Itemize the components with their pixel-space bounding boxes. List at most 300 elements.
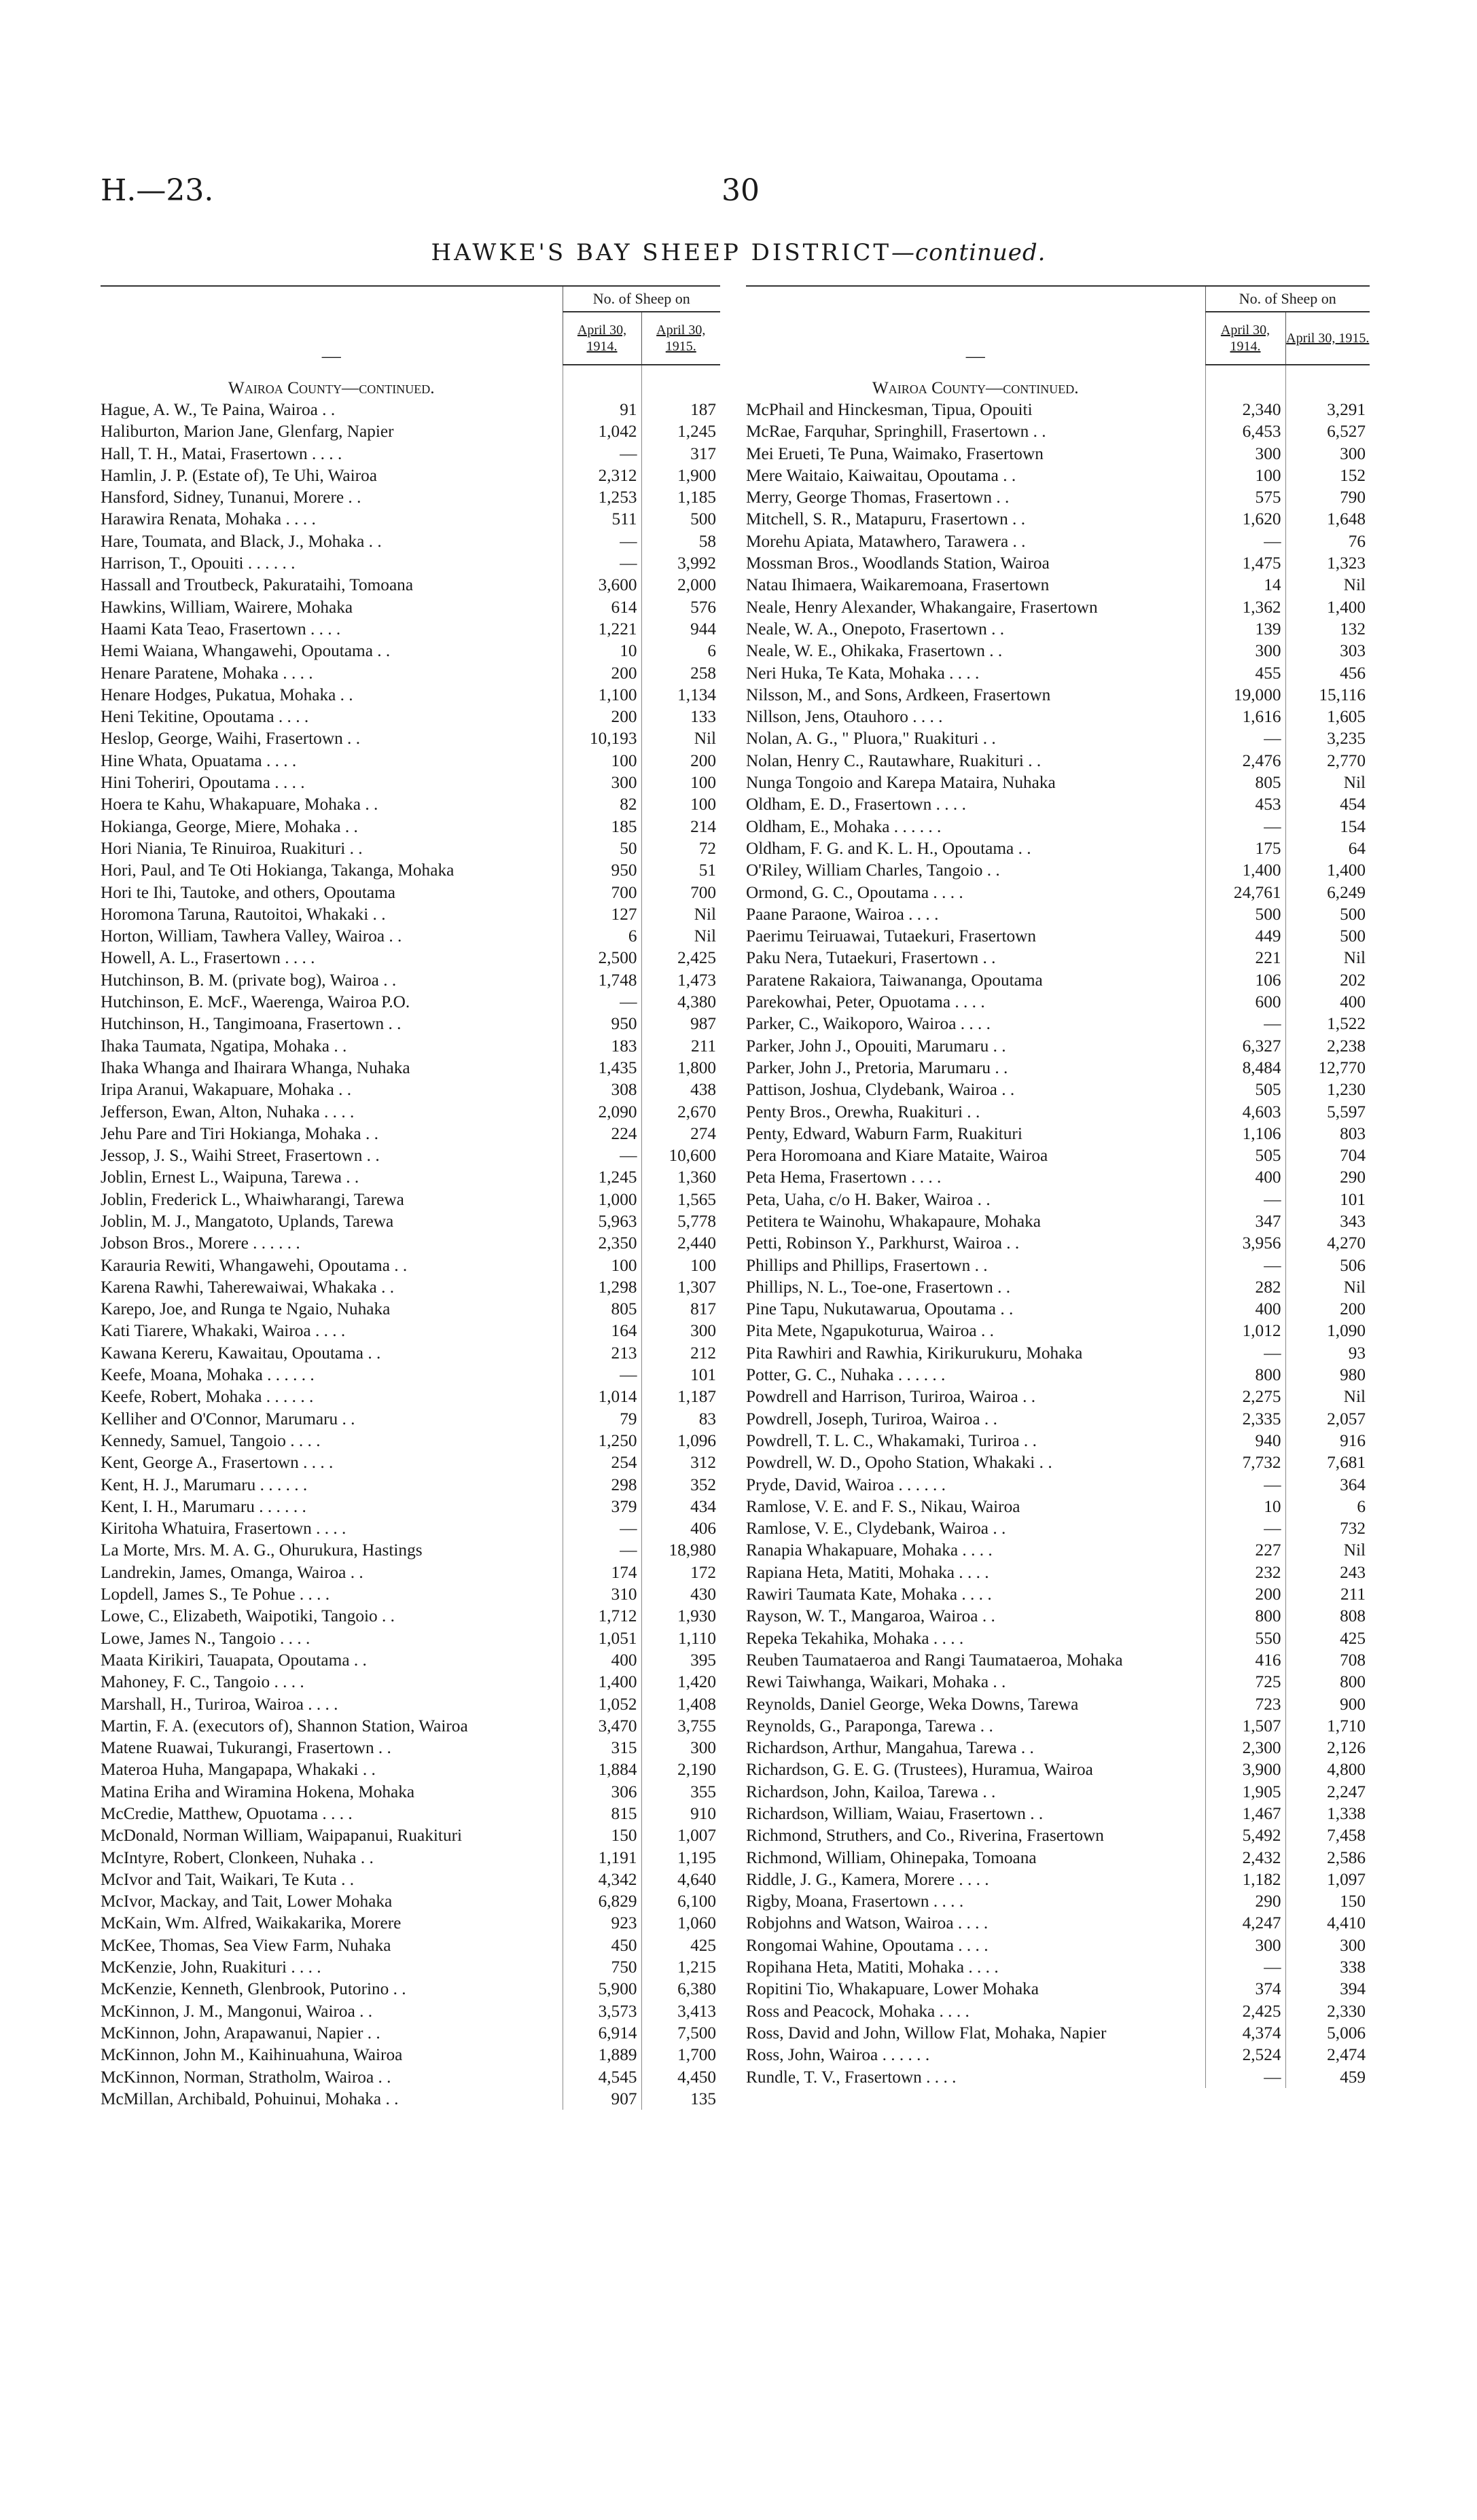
sheep-1915: 803	[1285, 1123, 1370, 1145]
table-row	[101, 1408, 720, 1430]
sheep-1914: 2,312	[563, 465, 641, 486]
sheep-1915: 300	[1285, 443, 1370, 465]
table-row	[746, 969, 1370, 991]
sheep-1915: 12,770	[1285, 1057, 1370, 1079]
sheep-1914: 2,500	[563, 947, 641, 969]
owner-name: Kelliher and O'Connor, Marumaru . .	[101, 1409, 355, 1428]
table-row	[101, 925, 720, 947]
owner-name: Paku Nera, Tutaekuri, Frasertown . .	[746, 948, 996, 968]
sheep-1914: 300	[1205, 443, 1285, 465]
owner-name: Powdrell, W. D., Opoho Station, Whakaki . .	[746, 1453, 1052, 1473]
owner-name: Hall, T. H., Matai, Frasertown . . . .	[101, 444, 342, 463]
owner-name: Jessop, J. S., Waihi Street, Frasertown . .	[101, 1146, 380, 1166]
sheep-1915: 1,360	[641, 1166, 720, 1188]
owner-name: Rundle, T. V., Frasertown . . . .	[746, 2067, 957, 2087]
sheep-1914: 700	[563, 882, 641, 903]
sheep-1915: 394	[1285, 1978, 1370, 2000]
sheep-1914: 614	[563, 596, 641, 618]
table-row	[101, 2000, 720, 2022]
sheep-1914: 4,545	[563, 2066, 641, 2088]
sheep-1915: 6,380	[641, 1978, 720, 2000]
sheep-1914: 1,253	[563, 486, 641, 508]
sheep-1915: 154	[1285, 816, 1370, 838]
sheep-1915: 100	[641, 1255, 720, 1276]
owner-name: Powdrell, Joseph, Turiroa, Wairoa . .	[746, 1409, 997, 1428]
sheep-1915: 300	[641, 1320, 720, 1342]
table-row	[746, 1869, 1370, 1890]
table-row	[101, 1035, 720, 1057]
sheep-1915: 18,980	[641, 1539, 720, 1561]
sheep-1914: 1,298	[563, 1276, 641, 1298]
owner-name: Hemi Waiana, Whangawehi, Opoutama . .	[101, 641, 391, 661]
sheep-1914: 750	[563, 1956, 641, 1978]
owner-name: Neale, Henry Alexander, Whakangaire, Frasertown	[746, 597, 1098, 617]
sheep-1915: 2,238	[1285, 1035, 1370, 1057]
table-row	[746, 1255, 1370, 1276]
sheep-1914: 100	[563, 1255, 641, 1276]
sheep-1914: 14	[1205, 574, 1285, 596]
table-row	[746, 618, 1370, 640]
sheep-1915: 900	[1285, 1693, 1370, 1715]
table-row	[101, 618, 720, 640]
owner-name: Pera Horomoana and Kiare Mataite, Wairoa	[746, 1146, 1048, 1166]
table-row	[746, 1013, 1370, 1034]
sheep-1914: 1,362	[1205, 596, 1285, 618]
table-row	[746, 662, 1370, 684]
sheep-1914: 298	[563, 1474, 641, 1496]
sheep-1915: 6,249	[1285, 882, 1370, 903]
sheep-1915: 2,440	[641, 1232, 720, 1254]
sheep-1914: 1,191	[563, 1847, 641, 1869]
owner-name: McRae, Farquhar, Springhill, Frasertown . .	[746, 422, 1046, 442]
sheep-1914: 50	[563, 838, 641, 859]
sheep-1915: 1,420	[641, 1671, 720, 1693]
sheep-1915: 3,291	[1285, 399, 1370, 420]
sheep-1914: —	[1205, 1189, 1285, 1210]
owner-name: Mitchell, S. R., Matapuru, Frasertown . .	[746, 509, 1026, 529]
sheep-1915: 317	[641, 443, 720, 465]
table-row	[101, 727, 720, 749]
sheep-1914: 1,400	[563, 1671, 641, 1693]
sheep-1915: 3,992	[641, 552, 720, 574]
table-row	[101, 1166, 720, 1188]
table-row	[746, 1715, 1370, 1737]
sheep-1914: 1,100	[563, 684, 641, 706]
owner-name: Ormond, G. C., Opoutama . . . .	[746, 882, 963, 902]
sheep-1914: 400	[1205, 1166, 1285, 1188]
sheep-1914: 449	[1205, 925, 1285, 947]
sheep-1914: 2,476	[1205, 750, 1285, 772]
owner-name: Hokianga, George, Miere, Mohaka . .	[101, 816, 358, 836]
left-column	[101, 285, 720, 2110]
table-row	[746, 1189, 1370, 1210]
owner-name: Oldham, F. G. and K. L. H., Opoutama . .	[746, 838, 1031, 858]
sheep-1914: 310	[563, 1583, 641, 1605]
sheep-1915: 406	[641, 1517, 720, 1539]
owner-name: Lowe, James N., Tangoio . . . .	[101, 1628, 310, 1648]
sheep-1914: 940	[1205, 1430, 1285, 1452]
table-row	[746, 1912, 1370, 1934]
sheep-1915: 312	[641, 1452, 720, 1473]
sheep-1915: 808	[1285, 1605, 1370, 1627]
table-row	[746, 1386, 1370, 1407]
table-row	[101, 1890, 720, 1912]
sheep-1914: 3,600	[563, 574, 641, 596]
table-row	[746, 1035, 1370, 1057]
table-row	[746, 772, 1370, 793]
owner-name: Pattison, Joshua, Clydebank, Wairoa . .	[746, 1080, 1015, 1100]
table-row	[101, 486, 720, 508]
table-row	[101, 574, 720, 596]
sheep-1915: 400	[1285, 991, 1370, 1013]
sheep-1914: 400	[563, 1649, 641, 1671]
sheep-1915: 133	[641, 706, 720, 727]
sheep-1915: 1,090	[1285, 1320, 1370, 1342]
table-row	[101, 859, 720, 881]
owner-name: Pita Mete, Ngapukoturua, Wairoa . .	[746, 1321, 994, 1341]
sheep-1914: 2,350	[563, 1232, 641, 1254]
sheep-1915: Nil	[1285, 1539, 1370, 1561]
table-row	[746, 947, 1370, 969]
table-row	[746, 1890, 1370, 1912]
sheep-1914: 1,051	[563, 1627, 641, 1649]
owner-name: Matina Eriha and Wiramina Hokena, Mohaka	[101, 1782, 415, 1801]
table-row	[101, 1232, 720, 1254]
owner-name: Oldham, E., Mohaka . . . . . .	[746, 816, 942, 836]
sheep-1915: 425	[641, 1934, 720, 1956]
header-1915: April 30, 1915.	[1285, 312, 1370, 365]
table-row	[746, 1693, 1370, 1715]
table-row	[746, 727, 1370, 749]
table-row	[101, 1956, 720, 1978]
table-row	[101, 1824, 720, 1846]
table-row	[746, 530, 1370, 552]
owner-name: Parker, John J., Pretoria, Marumaru . .	[746, 1058, 1008, 1077]
table-row	[746, 1057, 1370, 1079]
owner-name: McKinnon, John M., Kaihinuahuna, Wairoa	[101, 2045, 403, 2065]
sheep-1915: 1,097	[1285, 1869, 1370, 1890]
sheep-1915: 425	[1285, 1627, 1370, 1649]
table-row	[746, 420, 1370, 442]
header-1914: April 30, 1914.	[1205, 312, 1285, 365]
owner-name: Hare, Toumata, and Black, J., Mohaka . .	[101, 531, 382, 551]
sheep-1915: 100	[641, 793, 720, 815]
owner-name: Powdrell and Harrison, Turiroa, Wairoa . .	[746, 1387, 1036, 1407]
sheep-1915: 1,245	[641, 420, 720, 442]
owner-name: Paerimu Teiruawai, Tutaekuri, Frasertown	[746, 926, 1037, 946]
owner-name: Henare Paratene, Mohaka . . . .	[101, 663, 313, 683]
sheep-1915: 5,006	[1285, 2022, 1370, 2044]
table-row	[101, 684, 720, 706]
sheep-1915: 2,474	[1285, 2044, 1370, 2066]
owner-name: Richardson, William, Waiau, Frasertown . .	[746, 1804, 1044, 1823]
owner-name: Kawana Kereru, Kawaitau, Opoutama . .	[101, 1343, 381, 1363]
owner-name: Kati Tiarere, Whakaki, Wairoa . . . .	[101, 1321, 346, 1341]
table-row	[101, 969, 720, 991]
owner-name: McCredie, Matthew, Opuotama . . . .	[101, 1804, 353, 1823]
sheep-1914: 4,247	[1205, 1912, 1285, 1934]
owner-name: Natau Ihimaera, Waikaremoana, Frasertown	[746, 575, 1050, 595]
sheep-1915: Nil	[1285, 947, 1370, 969]
header-sheep-on: No. of Sheep on	[563, 286, 720, 312]
owner-name: Richardson, Arthur, Mangahua, Tarewa . .	[746, 1738, 1034, 1758]
owner-name: O'Riley, William Charles, Tangoio . .	[746, 861, 1000, 880]
sheep-1914: 4,603	[1205, 1101, 1285, 1123]
sheep-1915: 395	[641, 1649, 720, 1671]
table-row	[746, 486, 1370, 508]
page-number: 30	[722, 173, 760, 208]
table-row	[746, 1978, 1370, 2000]
table-row	[101, 816, 720, 838]
sheep-1914: 2,275	[1205, 1386, 1285, 1407]
table-row	[101, 1978, 720, 2000]
sheep-1914: 106	[1205, 969, 1285, 991]
sheep-1914: 1,616	[1205, 706, 1285, 727]
sheep-1914: 600	[1205, 991, 1285, 1013]
table-row	[746, 596, 1370, 618]
owner-name: McKenzie, Kenneth, Glenbrook, Putorino . .	[101, 1979, 406, 1999]
header-dash: —	[746, 286, 1205, 365]
owner-name: McPhail and Hinckesman, Tipua, Opouiti	[746, 400, 1033, 419]
sheep-1915: 3,413	[641, 2000, 720, 2022]
owner-name: Kennedy, Samuel, Tangoio . . . .	[101, 1430, 321, 1450]
table-row	[101, 772, 720, 793]
table-row	[101, 1255, 720, 1276]
sheep-1914: 723	[1205, 1693, 1285, 1715]
sheep-1915: 343	[1285, 1210, 1370, 1232]
sheep-1915: 1,215	[641, 1956, 720, 1978]
table-row	[746, 2000, 1370, 2022]
table-row	[101, 596, 720, 618]
owner-name: Materoa Huha, Mangapapa, Whakaki . .	[101, 1760, 376, 1780]
table-row	[746, 1320, 1370, 1342]
sheep-1915: 1,900	[641, 465, 720, 486]
owner-name: Hutchinson, H., Tangimoana, Frasertown . .	[101, 1014, 402, 1034]
sheep-1915: Nil	[641, 727, 720, 749]
table-row	[746, 1079, 1370, 1100]
owner-name: Rawiri Taumata Kate, Mohaka . . . .	[746, 1585, 992, 1604]
sheep-1914: 150	[563, 1824, 641, 1846]
sheep-1915: 211	[641, 1035, 720, 1057]
owner-name: Neri Huka, Te Kata, Mohaka . . . .	[746, 663, 980, 683]
sheep-1914: 455	[1205, 662, 1285, 684]
sheep-1914: 505	[1205, 1079, 1285, 1100]
owner-name: Phillips, N. L., Toe-one, Frasertown . .	[746, 1277, 1011, 1297]
sheep-1915: 364	[1285, 1474, 1370, 1496]
owner-name: Hutchinson, B. M. (private bog), Wairoa . .	[101, 970, 397, 990]
sheep-1915: 790	[1285, 486, 1370, 508]
owner-name: Morehu Apiata, Matawhero, Tarawera . .	[746, 531, 1026, 551]
owner-name: Petitera te Wainohu, Whakapaure, Mohaka	[746, 1211, 1041, 1231]
owner-name: McIvor and Tait, Waikari, Te Kuta . .	[101, 1869, 355, 1889]
table-row	[746, 859, 1370, 881]
owner-name: Kent, I. H., Marumaru . . . . . .	[101, 1496, 306, 1516]
owner-name: La Morte, Mrs. M. A. G., Ohurukura, Hastings	[101, 1541, 423, 1560]
sheep-1915: 7,458	[1285, 1824, 1370, 1846]
sheep-1915: 987	[641, 1013, 720, 1034]
sheep-1915: 51	[641, 859, 720, 881]
table-row	[746, 1649, 1370, 1671]
owner-name: McKinnon, J. M., Mangonui, Wairoa . .	[101, 2001, 373, 2021]
sheep-1914: 3,573	[563, 2000, 641, 2022]
sheep-1914: 282	[1205, 1276, 1285, 1298]
owner-name: Rewi Taiwhanga, Waikari, Mohaka . .	[746, 1672, 1006, 1692]
sheep-1915: Nil	[1285, 574, 1370, 596]
sheep-1915: 200	[641, 750, 720, 772]
sheep-1915: 3,755	[641, 1715, 720, 1737]
table-row	[101, 1276, 720, 1298]
sheep-1914: 1,014	[563, 1386, 641, 1407]
table-row	[746, 1166, 1370, 1188]
sheep-1915: 2,000	[641, 574, 720, 596]
owner-name: Joblin, M. J., Mangatoto, Uplands, Tarewa	[101, 1211, 394, 1231]
sheep-1915: Nil	[641, 903, 720, 925]
sheep-1914: 79	[563, 1408, 641, 1430]
table-row	[101, 882, 720, 903]
table-row	[101, 1342, 720, 1364]
owner-name: Ranapia Whakapuare, Mohaka . . . .	[746, 1541, 993, 1560]
sheep-1915: 83	[641, 1408, 720, 1430]
header-sheep-on: No. of Sheep on	[1205, 286, 1370, 312]
owner-name: Ramlose, V. E., Clydebank, Wairoa . .	[746, 1519, 1006, 1538]
table-row	[101, 1781, 720, 1803]
right-column	[746, 285, 1370, 2088]
owner-name: Joblin, Frederick L., Whaiwharangi, Tarewa	[101, 1189, 404, 1209]
sheep-1915: 1,400	[1285, 859, 1370, 881]
owner-name: McIvor, Mackay, and Tait, Lower Mohaka	[101, 1892, 393, 1911]
sheep-1915: 3,235	[1285, 727, 1370, 749]
sheep-1915: 258	[641, 662, 720, 684]
sheep-1915: 4,270	[1285, 1232, 1370, 1254]
owner-name: Nolan, A. G., " Pluora," Ruakituri . .	[746, 729, 996, 749]
section-heading: Wairoa County—continued.	[872, 378, 1079, 397]
owner-name: Hine Whata, Opuatama . . . .	[101, 751, 297, 770]
owner-name: Mossman Bros., Woodlands Station, Wairoa	[746, 554, 1050, 573]
table-row	[101, 662, 720, 684]
sheep-1915: 300	[641, 1737, 720, 1759]
sheep-1915: 7,681	[1285, 1452, 1370, 1473]
sheep-1915: 1,060	[641, 1912, 720, 1934]
header-dash: —	[101, 286, 563, 365]
owner-name: Nunga Tongoio and Karepa Mataira, Nuhaka	[746, 773, 1056, 793]
sheep-1915: 352	[641, 1474, 720, 1496]
owner-name: Nilsson, M., and Sons, Ardkeen, Frasertown	[746, 685, 1051, 704]
sheep-1914: 185	[563, 816, 641, 838]
owner-name: Horton, William, Tawhera Valley, Wairoa . .	[101, 926, 402, 946]
sheep-1915: 6	[641, 640, 720, 662]
owner-name: Petti, Robinson Y., Parkhurst, Wairoa . .	[746, 1234, 1020, 1253]
owner-name: Neale, W. E., Ohikaka, Frasertown . .	[746, 641, 1003, 661]
owner-name: Jefferson, Ewan, Alton, Nuhaka . . . .	[101, 1102, 355, 1121]
sheep-1915: 172	[641, 1562, 720, 1583]
sheep-1914: 374	[1205, 1978, 1285, 2000]
table-row	[746, 552, 1370, 574]
sheep-1915: 6,527	[1285, 420, 1370, 442]
table-row	[746, 1605, 1370, 1627]
sheep-1915: 152	[1285, 465, 1370, 486]
table-row	[746, 1276, 1370, 1298]
sheep-1914: 100	[563, 750, 641, 772]
sheep-1914: 306	[563, 1781, 641, 1803]
sheep-1914: 127	[563, 903, 641, 925]
table-row	[746, 1298, 1370, 1320]
table-row	[101, 1869, 720, 1890]
sheep-1915: 700	[641, 882, 720, 903]
table-row	[101, 1079, 720, 1100]
table-row	[101, 1145, 720, 1166]
owner-name: Mei Erueti, Te Puna, Waimako, Frasertown	[746, 444, 1044, 463]
owner-name: Paratene Rakaiora, Taiwananga, Opoutama	[746, 970, 1043, 990]
table-row	[101, 530, 720, 552]
sheep-1915: 4,380	[641, 991, 720, 1013]
sheep-1915: 243	[1285, 1562, 1370, 1583]
table-row	[101, 1737, 720, 1759]
sheep-1915: 910	[641, 1803, 720, 1824]
sheep-1915: 211	[1285, 1583, 1370, 1605]
owner-name: Marshall, H., Turiroa, Wairoa . . . .	[101, 1694, 338, 1714]
owner-name: Richmond, Struthers, and Co., Riverina, Frasertown	[746, 1826, 1104, 1846]
table-row	[746, 2044, 1370, 2066]
sheep-1914: 1,221	[563, 618, 641, 640]
owner-name: Paane Paraone, Wairoa . . . .	[746, 904, 939, 924]
owner-name: Haami Kata Teao, Frasertown . . . .	[101, 619, 341, 638]
table-row	[101, 1539, 720, 1561]
sheep-1915: 5,778	[641, 1210, 720, 1232]
sheep-1915: 1,400	[1285, 596, 1370, 618]
table-row	[746, 1232, 1370, 1254]
table-row	[101, 1693, 720, 1715]
sheep-1914: 5,492	[1205, 1824, 1285, 1846]
sheep-1914: —	[563, 530, 641, 552]
table-row	[746, 1781, 1370, 1803]
table-row	[746, 2066, 1370, 2088]
sheep-1914: 950	[563, 859, 641, 881]
owner-name: McKenzie, John, Ruakituri . . . .	[101, 1958, 321, 1977]
owner-name: Kent, George A., Frasertown . . . .	[101, 1453, 334, 1473]
sheep-1915: 2,057	[1285, 1408, 1370, 1430]
owner-name: Neale, W. A., Onepoto, Frasertown . .	[746, 619, 1005, 638]
table-row	[746, 1101, 1370, 1123]
sheep-1915: 7,500	[641, 2022, 720, 2044]
sheep-1915: 5,597	[1285, 1101, 1370, 1123]
sheep-1914: 1,012	[1205, 1320, 1285, 1342]
table-row	[101, 1671, 720, 1693]
sheep-1914: 2,425	[1205, 2000, 1285, 2022]
sheep-1914: 2,335	[1205, 1408, 1285, 1430]
table-row	[101, 1101, 720, 1123]
sheep-1915: 6	[1285, 1496, 1370, 1517]
sheep-1915: 2,330	[1285, 2000, 1370, 2022]
owner-name: Howell, A. L., Frasertown . . . .	[101, 948, 315, 968]
table-row	[746, 1934, 1370, 1956]
table-row	[746, 1517, 1370, 1539]
table-row	[101, 1562, 720, 1583]
sheep-1915: 1,930	[641, 1605, 720, 1627]
table-row	[746, 508, 1370, 530]
sheep-1914: 1,400	[1205, 859, 1285, 881]
table-row	[746, 1364, 1370, 1386]
owner-name: Pita Rawhiri and Rawhia, Kirikurukuru, Mohaka	[746, 1343, 1083, 1363]
table-row	[746, 399, 1370, 420]
table-row	[101, 750, 720, 772]
sheep-1914: 315	[563, 1737, 641, 1759]
owner-name: Martin, F. A. (executors of), Shannon Station, Wairoa	[101, 1716, 468, 1735]
owner-name: Mahoney, F. C., Tangoio . . . .	[101, 1672, 304, 1692]
owner-name: Hini Toheriri, Opoutama . . . .	[101, 773, 305, 793]
sheep-1915: 1,408	[641, 1693, 720, 1715]
sheep-1914: 805	[563, 1298, 641, 1320]
sheep-1915: 1,710	[1285, 1715, 1370, 1737]
